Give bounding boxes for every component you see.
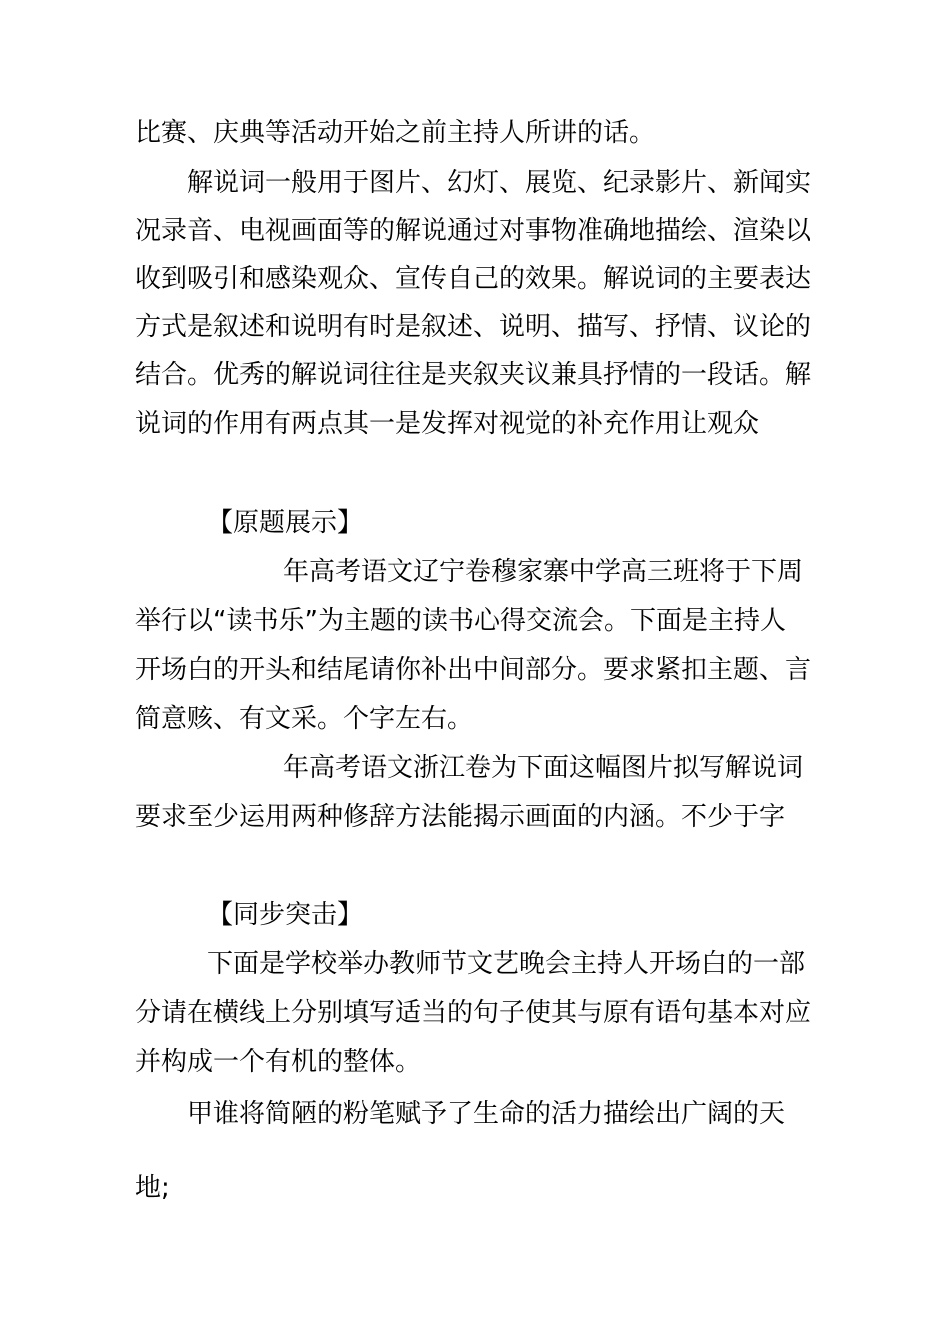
text-line: 要求至少运用两种修辞方法能揭示画面的内涵。不少于字 bbox=[135, 802, 786, 832]
text-line: 并构成一个有机的整体。 bbox=[135, 1047, 422, 1077]
section-heading: 【同步突击】 bbox=[207, 900, 364, 930]
text-line: 况录音、电视画面等的解说通过对事物准确地描绘、渲染以 bbox=[135, 216, 812, 246]
text-line: 甲谁将简陋的粉笔赋予了生命的活力描绘出广阔的天 bbox=[187, 1099, 786, 1129]
section-heading: 【原题展示】 bbox=[207, 508, 364, 538]
text-line: 地; bbox=[135, 1173, 170, 1203]
text-line: 方式是叙述和说明有时是叙述、说明、描写、抒情、议论的 bbox=[135, 312, 812, 342]
text-line: 分请在横线上分别填写适当的句子使其与原有语句基本对应 bbox=[135, 998, 812, 1028]
text-line: 比赛、庆典等活动开始之前主持人所讲的话。 bbox=[135, 118, 656, 148]
text-line: 解说词一般用于图片、幻灯、展览、纪录影片、新闻实 bbox=[187, 168, 812, 198]
text-line: 开场白的开头和结尾请你补出中间部分。要求紧扣主题、言 bbox=[135, 655, 812, 685]
text-line: 年高考语文浙江卷为下面这幅图片拟写解说词 bbox=[283, 753, 804, 783]
text-line: 简意赅、有文采。个字左右。 bbox=[135, 704, 474, 734]
text-line: 结合。优秀的解说词往往是夹叙夹议兼具抒情的一段话。解 bbox=[135, 360, 812, 390]
text-line: 收到吸引和感染观众、宣传自己的效果。解说词的主要表达 bbox=[135, 264, 812, 294]
text-line: 说词的作用有两点其一是发挥对视觉的补充作用让观众 bbox=[135, 409, 760, 439]
text-line: 年高考语文辽宁卷穆家寨中学高三班将于下周 bbox=[283, 557, 804, 587]
text-line: 下面是学校举办教师节文艺晚会主持人开场白的一部 bbox=[207, 949, 806, 979]
text-line: 举行以“读书乐”为主题的读书心得交流会。下面是主持人 bbox=[135, 606, 786, 636]
